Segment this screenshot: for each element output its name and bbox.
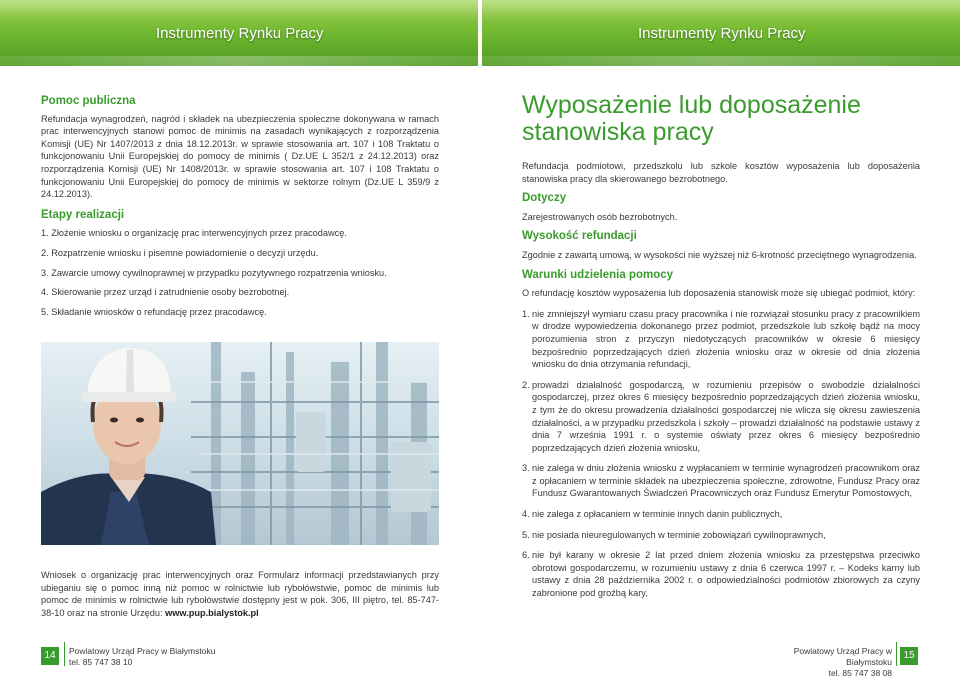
condition-number: 5.	[522, 529, 530, 540]
main-title: Wyposażenie lub doposażenie stanowiska pracy	[522, 91, 861, 146]
footer-divider-left	[64, 642, 65, 666]
condition-text: nie był karany w okresie 2 lat przed dniem złożenia wniosku za przestępstwa przeciwko obrotowi gospodarczemu, w rozumieniu ustawy z dnia 6 czerwca 1997 r. – Kodeks karny lub ustawy z dnia 28 października 2002 r. o odpowiedzialności podmiotów zbiorowych za czyny zabronione pod groźbą kary,	[532, 550, 920, 599]
page-number-right: 15	[900, 647, 918, 665]
footer-right	[752, 646, 892, 679]
condition-text: nie zalega z opłacaniem w terminie innych danin publicznych,	[532, 509, 783, 520]
step-item: 2. Rozpatrzenie wniosku i pisemne powiadomienie o decyzji urzędu.	[41, 247, 319, 258]
condition-number: 2.	[522, 379, 530, 390]
amount-text: Zgodnie z zawartą umową, w wysokości nie wyższej niż 6-krotność przeciętnego wynagrodzenia.	[522, 249, 917, 260]
footer-left-tel: tel. 85 747 38 10	[69, 657, 133, 667]
intro-paragraph: Refundacja wynagrodzeń, nagród i składek na ubezpieczenia społeczne dokonywana w ramach prac interwencyjnych stanowi pomoc de minimis na zasadach wynikających z rozporządzenia Komisji (UE) Nr 1407/2013 z dnia 18.12.2013r. w sprawie stosowania art. 107 i 108 Traktatu o funkcjonowaniu Unii Europejskiej do pomocy de minimis ( Dz.UE L 352/1 z 24.12.2013) oraz rozporządzenia Komisji (UE) Nr 1408/2013r. w sprawie stosowania art. 107 i 108 Traktatu o funkcjonowaniu Unii Europejskiej do pomocy de minimis w sektorze rolnym (Dz.UE L 359/9 z 24.12.2013).	[41, 113, 439, 200]
conditions-intro: O refundację kosztów wyposażenia lub doposażenia stanowisk może się ubiegać podmiot, który:	[522, 288, 916, 299]
conditions-list	[522, 308, 920, 600]
step-item: 1. Złożenie wniosku o organizację prac interwencyjnych przez pracodawcę.	[41, 228, 347, 239]
condition-item	[522, 549, 920, 599]
footer-left-org: Powiatowy Urząd Pracy w Białymstoku	[69, 646, 216, 656]
right-intro: Refundacja podmiotowi, przedszkolu lub szkole kosztów wyposażenia lub doposażenia stanowiska pracy dla skierowanego bezrobotnego.	[522, 161, 920, 184]
steps-list	[41, 227, 439, 318]
condition-item	[522, 462, 920, 500]
worker-photo	[41, 342, 439, 545]
condition-number: 3.	[522, 463, 530, 474]
step-item: 4. Skierowanie przez urząd i zatrudnienie osoby bezrobotnej.	[41, 287, 290, 298]
section-title-etapy: Etapy realizacji	[41, 208, 125, 221]
section-title-warunki: Warunki udzielenia pomocy	[522, 268, 674, 281]
office-website-link[interactable]: www.pup.bialystok.pl	[165, 607, 259, 618]
step-item: 3. Zawarcie umowy cywilnoprawnej w przypadku pozytywnego rozpatrzenia wniosku.	[41, 267, 387, 278]
header-banner-left	[0, 0, 478, 66]
footer-right-tel: tel. 85 747 38 08	[828, 668, 892, 678]
condition-text: nie zalega w dniu złożenia wniosku z wypłacaniem w terminie wynagrodzeń pracownikom oraz z opłacaniem w terminie składek na ubezpieczenia społeczne, zdrowotne, Fundusz Pracy oraz Fundusz Gwarantowanych Świadczeń Pracowniczych oraz Fundusz Emerytur Pomostowych,	[532, 463, 920, 499]
header-title-right: Instrumenty Rynku Pracy	[638, 25, 806, 42]
condition-number: 4.	[522, 509, 530, 520]
condition-number: 6.	[522, 550, 530, 561]
section-title-dotyczy: Dotyczy	[522, 192, 567, 205]
page-number-left: 14	[41, 647, 59, 665]
condition-number: 1.	[522, 308, 530, 319]
condition-text: nie posiada nieuregulowanych w terminie zobowiązań cywilnoprawnych,	[532, 529, 826, 540]
condition-text: prowadzi działalność gospodarczą, w rozumieniu przepisów o swobodzie działalności gospodarczej, przez okres 6 miesięcy bezpośrednio poprzedzających dzień złożenia wniosku, z tym że do okresu prowadzenia działalności gospodarczej nie wlicza się okresu zawieszenia działalności, a w przypadku przedszkola i szkoły – prowadzi działalność na podstawie ustawy z dnia 7 września 1991 r. o systemie oświaty przez okres 6 miesięcy bezpośrednio poprzedzających dzień złożenia wniosku,	[532, 379, 920, 453]
step-item: 5. Składanie wniosków o refundację przez pracodawcę.	[41, 306, 267, 317]
right-column	[522, 92, 920, 608]
header-banner-right	[482, 0, 960, 66]
condition-text: nie zmniejszył wymiaru czasu pracy pracownika i nie rozwiązał stosunku pracy z pracownikiem w drodze wypowiedzenia dokonanego przez podmiot, przedszkole lub szkołę bądź na mocy porozumienia stron z przyczyn niedotyczących pracowników w okresie 6 miesięcy bezpośrednio poprzedzających dzień złożenia wniosku oraz w okresie od dnia złożenia wniosku do dnia otrzymania refundacji,	[532, 308, 920, 370]
left-column	[41, 95, 439, 325]
footer-left	[69, 646, 215, 668]
footer-divider-right	[896, 642, 897, 666]
condition-item	[522, 379, 920, 455]
header-title-left: Instrumenty Rynku Pracy	[156, 25, 324, 42]
condition-item	[522, 308, 920, 371]
contact-paragraph	[41, 569, 439, 619]
footer-right-org: Powiatowy Urząd Pracy w Białymstoku	[793, 646, 892, 667]
condition-item	[522, 529, 920, 542]
section-title-pomoc: Pomoc publiczna	[41, 95, 136, 107]
condition-item	[522, 508, 920, 521]
contact-text: Wniosek o organizację prac interwencyjnych oraz Formularz informacji przedstawianych przy ubieganiu się o pomoc inną niż pomoc w rolnictwie lub rybołówstwie, pomoc de minimis lub pomoc de minimis w rolnictwie lub rybołówstwie dostępny jest w pok. 306, III piętro, tel. 85-747-38-10 oraz na stronie Urzędu:	[41, 570, 439, 618]
section-title-wysokosc: Wysokość refundacji	[522, 230, 637, 243]
who-text: Zarejestrowanych osób bezrobotnych.	[522, 211, 678, 222]
